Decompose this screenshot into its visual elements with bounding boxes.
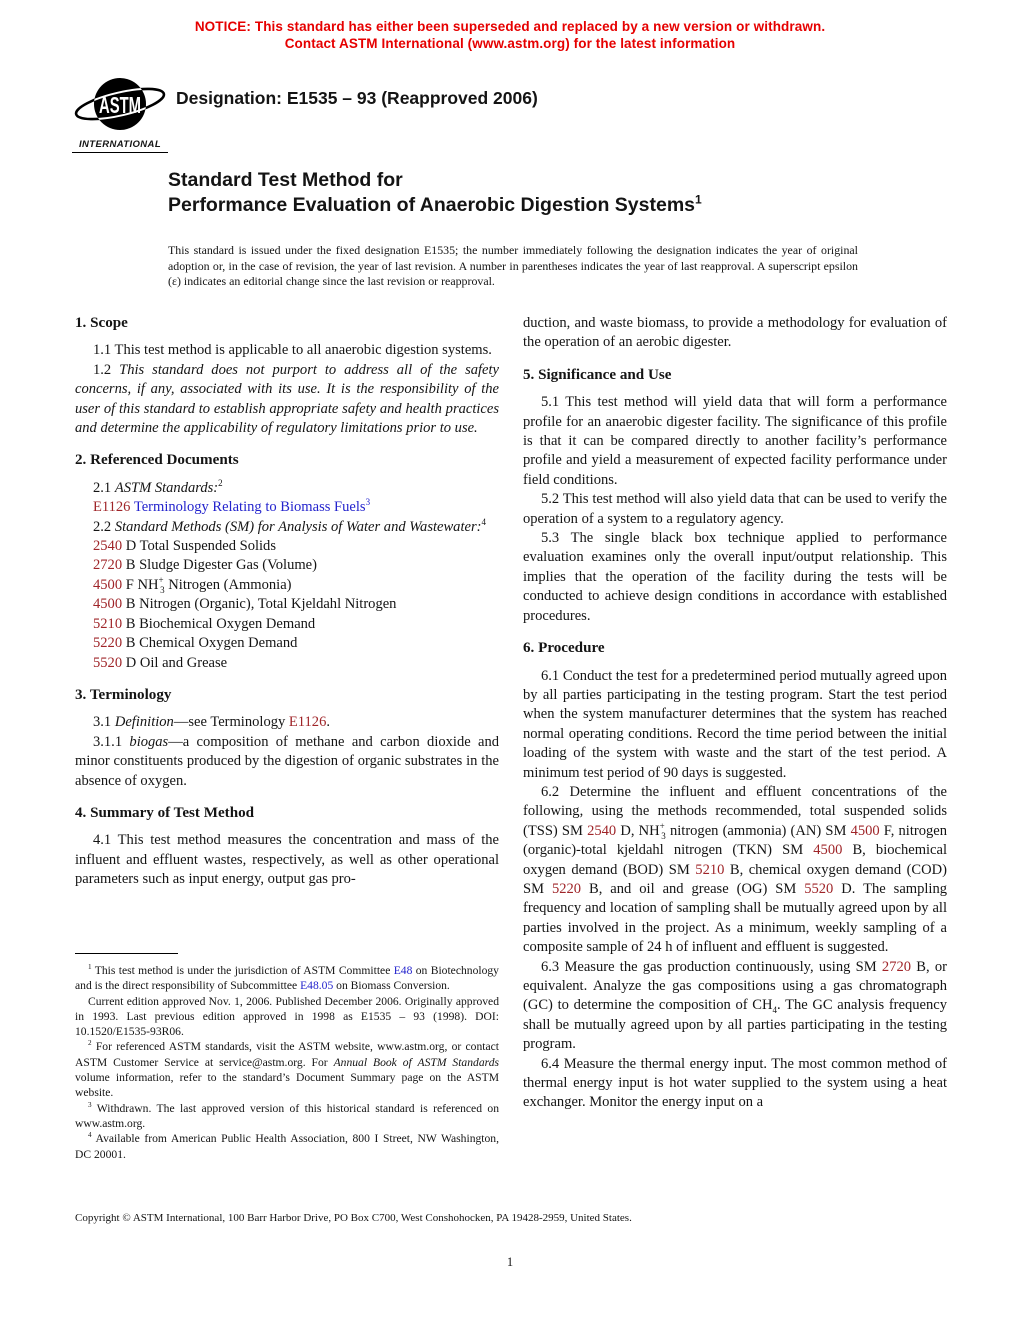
paragraph <box>75 361 499 439</box>
standard-ref-link[interactable]: 2720 <box>881 958 912 975</box>
text-run: This test method is under the jurisdiction of ASTM Committee <box>91 964 394 977</box>
superscript: 3 <box>365 497 371 508</box>
footnote <box>75 1131 499 1162</box>
section-heading: 6. Procedure <box>523 640 605 657</box>
standard-ref-link[interactable]: E1126 <box>288 714 327 731</box>
astm-globe-icon <box>72 74 168 136</box>
superscript: 3 <box>88 1100 92 1109</box>
superscript: 4 <box>88 1131 92 1140</box>
standard-ref-link[interactable]: 4500 <box>813 842 843 859</box>
footnote-list <box>75 963 499 1162</box>
text-run: B, chemical oxygen demand (COD) SM <box>523 861 947 897</box>
standard-ref-link[interactable]: 4500 <box>93 576 123 593</box>
text-run: —see Terminology <box>173 714 289 731</box>
text-run: —a composition of methane and carbon dioxide and minor constituents produced by the digestion of organic substrates in the absence of oxygen. <box>75 733 499 789</box>
text-run: Current edition approved Nov. 1, 2006. Published December 2006. Originally approved in 1993. Last previous edition approved in 1998 as E1535 – 93 (1998). DOI: 10.1520/E1535-93R06. <box>75 994 499 1039</box>
superscript: 2 <box>218 478 223 488</box>
notice-line2: Contact ASTM International (www.astm.org) for the latest information <box>284 36 736 51</box>
paragraph <box>75 479 499 498</box>
standard-ref-link[interactable]: 4500 <box>93 596 123 613</box>
standard-ref-link[interactable]: 4500 <box>850 822 880 839</box>
text-run: Withdrawn. The last approved version of this historical standard is referenced on www.astm.org. <box>75 1101 499 1130</box>
subscript: 4 <box>772 1005 778 1016</box>
text-run: Available from American Public Health Association, 800 I Street, NW Washington, DC 20001. <box>75 1132 499 1161</box>
hyperlink[interactable]: E48 <box>393 964 413 977</box>
footnote <box>75 963 499 994</box>
paragraph <box>75 713 499 732</box>
section-heading: 4. Summary of Test Method <box>75 804 255 821</box>
text-run: 1.1 This test method is applicable to all anaerobic digestion systems. <box>93 342 492 359</box>
text-run: D, NH <box>616 822 660 839</box>
standard-ref-link[interactable]: 2540 <box>93 538 123 555</box>
paragraph <box>523 783 947 958</box>
subscript: 3 <box>160 584 165 595</box>
text-run: For referenced ASTM standards, visit the ASTM website, www.astm.org, or contact ASTM Customer Service at service@astm.org. For <box>75 1040 499 1069</box>
paragraph <box>523 958 947 1055</box>
paragraph <box>75 498 499 517</box>
standard-ref-link[interactable]: E1126 <box>93 499 131 516</box>
text-run: B Chemical Oxygen Demand <box>122 635 298 652</box>
paragraph <box>75 615 499 634</box>
text-run: 2.2 <box>93 518 115 535</box>
text-run: D Total Suspended Solids <box>122 538 276 555</box>
text-run: B, and oil and grease (OG) SM <box>581 880 805 897</box>
hyperlink[interactable]: E48.05 <box>300 979 334 993</box>
italic-text: Annual Book of ASTM Standards <box>333 1055 500 1069</box>
text-run: duction, and waste biomass, to provide a methodology for evaluation of the operation of an aerobic digester. <box>523 315 947 351</box>
title-line1: Standard Test Method for <box>168 169 403 191</box>
paragraph <box>523 529 947 626</box>
footnote-separator <box>75 953 178 954</box>
footnote <box>75 1039 499 1100</box>
text-run: D Oil and Grease <box>122 654 228 671</box>
text-run: nitrogen (ammonia) (AN) SM <box>665 822 851 839</box>
text-run: B, or equivalent. Analyze the gas compositions using a gas chromatograph (GC) to determine the composition of CH <box>523 958 947 1014</box>
text-run: on Biotechnology and is the direct responsibility of Subcommittee <box>75 964 499 993</box>
astm-logo <box>72 74 168 153</box>
paragraph <box>75 831 499 889</box>
standard-ref-link[interactable]: 5520 <box>804 880 834 897</box>
section-heading: 2. Referenced Documents <box>75 452 239 469</box>
text-run: 2.1 <box>93 479 115 496</box>
italic-text: Definition <box>114 714 174 731</box>
paragraph <box>75 341 499 360</box>
standard-ref-link[interactable]: 2540 <box>587 822 617 839</box>
text-run: 3.1.1 <box>93 733 130 750</box>
page-number: 1 <box>506 1255 514 1269</box>
section-heading: 5. Significance and Use <box>523 366 672 383</box>
superscript: 2 <box>88 1039 92 1048</box>
text-run: 1.2 <box>93 361 120 378</box>
paragraph <box>523 314 947 353</box>
footnote <box>75 1101 499 1132</box>
text-run: 5.1 This test method will yield data that will form a performance profile for an anaerobic digester facility. The significance of this profile is that it can be compared directly to another facility’s performance profile and yield a measurement of expected facility performance under field conditions. <box>523 394 947 488</box>
designation: Designation: E1535 – 93 (Reapproved 2006) <box>176 88 538 108</box>
title-line2 <box>168 193 702 218</box>
standard-ref-link[interactable]: 2720 <box>93 557 123 574</box>
section-heading: 3. Terminology <box>75 686 172 703</box>
superscript: 1 <box>88 963 92 972</box>
standard-ref-link[interactable]: 5220 <box>93 635 123 652</box>
right-column <box>523 314 947 1113</box>
text-run: on Biomass Conversion. <box>333 979 450 993</box>
superscript: 1 <box>695 192 702 206</box>
paragraph <box>523 393 947 490</box>
paragraph <box>75 537 499 556</box>
text-run: Performance Evaluation of Anaerobic Digestion Systems <box>168 193 696 216</box>
text-run: 4.1 This test method measures the concentration and mass of the influent and effluent wastes, respectively, as well as other operational parameters such as input energy, output gas pro- <box>75 832 499 888</box>
text-run: B Biochemical Oxygen Demand <box>122 615 316 632</box>
text-run: 6.2 Determine the influent and effluent concentrations of the following, using the methods recommended, total suspended solids (TSS) SM <box>523 783 947 839</box>
paragraph <box>523 667 947 783</box>
text-run: B Sludge Digester Gas (Volume) <box>122 557 317 574</box>
superscript: + <box>659 820 665 831</box>
paragraph <box>523 1055 947 1113</box>
text-run: . The GC analysis frequency shall be mutually agreed upon by all parties participating in the testing program. <box>523 997 947 1053</box>
text-run: 3.1 <box>93 714 115 731</box>
text-run: 6.3 Measure the gas production continuously, using SM <box>541 958 882 975</box>
text-run: volume information, refer to the standard’s Document Summary page on the ASTM website. <box>75 1071 499 1100</box>
text-run: B Nitrogen (Organic), Total Kjeldahl Nitrogen <box>122 596 397 613</box>
standard-ref-link[interactable]: 5520 <box>93 654 123 671</box>
astm-logo-subtitle: INTERNATIONAL <box>72 139 168 153</box>
text-run: 5.2 This test method will also yield data that can be used to verify the operation of a system to a regulatory agency. <box>523 491 947 527</box>
standard-ref-link[interactable]: 5210 <box>695 861 725 878</box>
subscript: 3 <box>661 830 666 841</box>
footnotes-section <box>75 953 499 1162</box>
notice-banner <box>0 18 1020 52</box>
paragraph <box>75 654 499 673</box>
superscript: + <box>158 575 164 586</box>
standard-issuance-note: This standard is issued under the fixed designation E1535; the number immediately following the designation indicates the year of original adoption or, in the case of revision, the year of last revision. A number in parentheses indicates the year of last reapproval. A superscript epsilon (ε) indicates an editorial change since the last revision or reapproval. <box>168 243 858 289</box>
paragraph <box>75 556 499 575</box>
text-run: 6.4 Measure the thermal energy input. The most common method of thermal energy input is hot water supplied to the system using a heat exchanger. Monitor the energy input on a <box>523 1055 947 1111</box>
paragraph <box>75 576 499 595</box>
document-title <box>168 168 702 217</box>
paragraph <box>75 733 499 791</box>
section-heading: 1. Scope <box>75 315 128 331</box>
text-run: 5.3 The single black box technique applied to performance evaluation examines only the overall input/output relationship. This implies that the operation of the facility during the tests will be conducted to achieve design conditions in accordance with established procedures. <box>523 530 947 624</box>
text-run: F NH <box>122 576 159 593</box>
italic-text: biogas <box>129 733 169 750</box>
italic-text: ASTM Standards: <box>114 479 219 496</box>
text-run: B, biochemical oxygen demand (BOD) SM <box>523 842 948 878</box>
text-run: . <box>326 714 330 731</box>
notice-line1: NOTICE: This standard has either been superseded and replaced by a new version or withdrawn. <box>194 19 826 34</box>
paragraph <box>75 595 499 614</box>
italic-text: Standard Methods (SM) for Analysis of Water and Wastewater: <box>114 518 482 535</box>
standard-ref-link[interactable]: 5220 <box>551 880 582 897</box>
standard-ref-link[interactable]: 5210 <box>93 615 123 632</box>
italic-text: This standard does not purport to address all of the safety concerns, if any, associated with its use. It is the responsibility of the user of this standard to establish appropriate safety and health practices and determine the applicability of regulatory limitations prior to use. <box>75 361 499 437</box>
hyperlink[interactable]: Terminology Relating to Biomass Fuels <box>133 499 366 516</box>
footnote <box>75 994 499 1040</box>
astm-logo-text: ASTM <box>99 92 141 118</box>
paragraph <box>75 518 499 537</box>
text-run: F, nitrogen (organic)-total kjeldahl nitrogen (TKN) SM <box>523 822 947 859</box>
text-run: 6.1 Conduct the test for a predetermined period mutually agreed upon by all parties participating in the testing program. Start the test period when the system manufacturer determines that the system has reached normal operating conditions. Record the time period between the initial loading of the system with waste and the start of the test period. A minimum test period of 90 days is suggested. <box>523 667 947 781</box>
copyright-line: Copyright © ASTM International, 100 Barr Harbor Drive, PO Box C700, West Conshohocken, PA 19428-2959, United States. <box>75 1212 632 1224</box>
text-run: D. The sampling frequency and location of sampling shall be mutually agreed upon by all parties involved in the project. As a minimum, weekly sampling of a composite sample of 24 h of influent and effluent is suggested. <box>523 880 947 956</box>
superscript: 4 <box>481 516 486 527</box>
paragraph <box>75 634 499 653</box>
text-run: Nitrogen (Ammonia) <box>164 576 292 593</box>
paragraph <box>523 490 947 529</box>
